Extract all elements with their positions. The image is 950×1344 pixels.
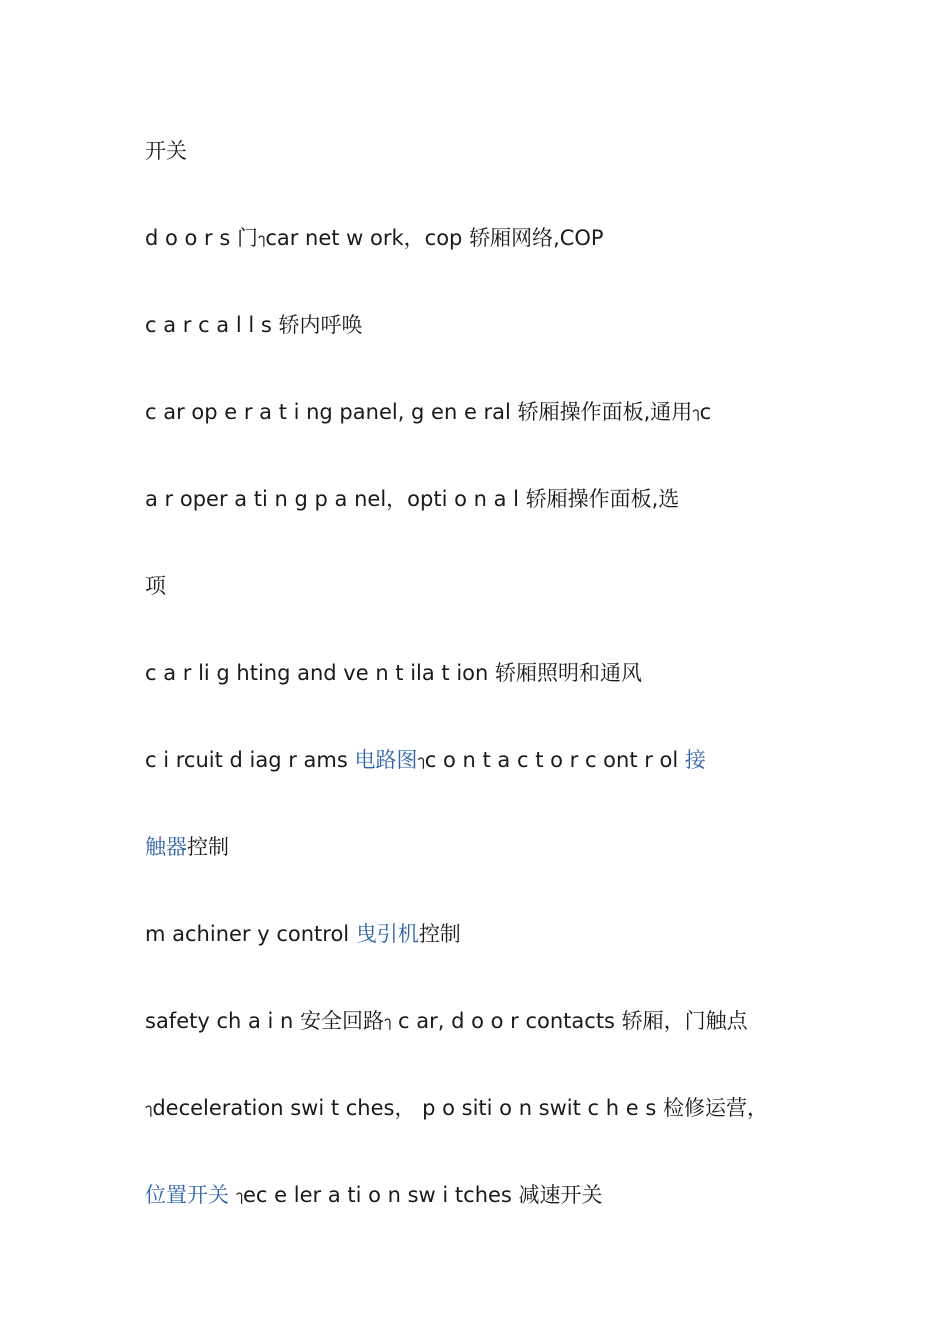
separator-glyph: ๅ <box>257 230 266 248</box>
line-text: c ar, d o o r contacts 轿厢，门触点 <box>391 1009 748 1033</box>
text-line-10 <box>145 919 835 949</box>
line-text: 控制 <box>187 835 229 859</box>
line-text: 项 <box>145 574 166 598</box>
separator-glyph: ๅ <box>384 1013 392 1031</box>
line-text: a r oper a ti n g p a nel，opti o n a l 轿厢操作面板,选 <box>145 487 680 511</box>
line-text <box>229 1183 236 1207</box>
text-line-11 <box>145 1006 835 1037</box>
line-text: ec e ler a ti o n sw i tches 减速开关 <box>243 1183 603 1207</box>
text-line-12 <box>145 1093 835 1124</box>
text-line-6 <box>145 571 835 601</box>
text-line-7 <box>145 658 835 688</box>
text-line-13 <box>145 1180 835 1211</box>
text-line-3 <box>145 310 835 340</box>
text-line-4 <box>145 397 835 428</box>
text-line-2 <box>145 223 835 254</box>
line-text: d o o r s 门 <box>145 226 258 250</box>
separator-glyph: ๅ <box>417 752 425 770</box>
glossary-link[interactable]: 电路图 <box>354 748 418 772</box>
line-text: safety ch a i n 安全回路 <box>145 1009 385 1033</box>
line-text: c a r c a l l s 轿内呼唤 <box>145 313 363 337</box>
text-line-5 <box>145 484 835 514</box>
glossary-link[interactable]: 位置开关 <box>145 1183 229 1207</box>
glossary-link[interactable]: 接 <box>684 748 706 772</box>
line-text: c <box>699 400 712 424</box>
glossary-link[interactable]: 触器 <box>145 835 187 859</box>
line-text: m achiner y control <box>145 922 356 946</box>
separator-glyph: ๅ <box>145 1100 153 1118</box>
line-text: 开关 <box>145 139 187 163</box>
line-text: c a r li g hting and ve n t ila t ion 轿厢照明和通风 <box>145 661 643 685</box>
glossary-link[interactable]: 曳引机 <box>355 922 419 946</box>
line-text: 控制 <box>418 922 461 946</box>
separator-glyph: ๅ <box>235 1187 244 1205</box>
text-line-1 <box>145 136 835 166</box>
line-text: c ar op e r a t i ng panel, g en e ral 轿厢操作面板,通用 <box>145 400 693 424</box>
line-text: car net w ork，cop 轿厢网络,COP <box>265 226 604 250</box>
separator-glyph: ๅ <box>692 404 700 422</box>
line-text: c o n t a c t o r c ont r ol <box>424 748 685 772</box>
text-line-9 <box>145 832 835 862</box>
text-line-8 <box>145 745 835 776</box>
line-text: c i rcuit d iag r ams <box>145 748 355 772</box>
line-text: deceleration swi t ches， p o siti o n swit c h e s 检修运营， <box>152 1096 768 1120</box>
